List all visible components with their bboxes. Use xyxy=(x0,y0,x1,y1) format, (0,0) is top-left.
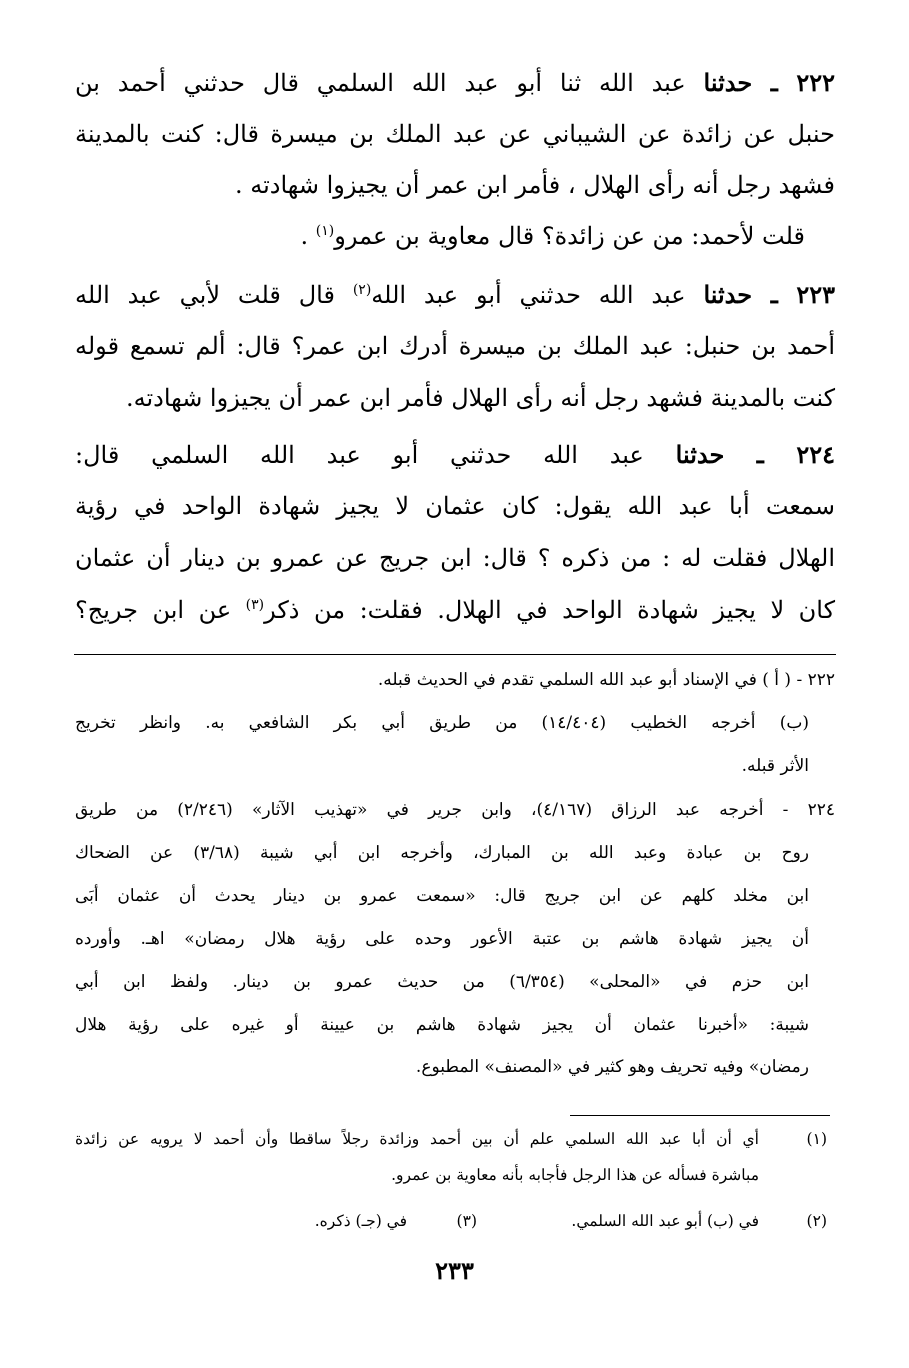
hadith-223-line-2: أحمد بن حنبل: عبد الملك بن ميسرة أدرك ابن عمر؟ قال: ألم تسمع قوله xyxy=(75,332,835,360)
hadith-224-line-3: الهلال فقلت له : من ذكره ؟ قال: ابن جريج عن عمرو بن دينار أن عثمان xyxy=(75,544,835,572)
commentary-222-a: ٢٢٢ - ( أ ) في الإسناد أبو عبد الله السلمي تقدم في الحديث قبله. xyxy=(377,670,835,690)
commentary-224-line-2: روح بن عبادة وعبد الله بن المبارك، وأخرجه ابن أبي شيبة (٣/٦٨) عن الضحاك xyxy=(75,843,809,863)
hadith-223-number: ٢٢٣ ـ حدثنا xyxy=(703,280,835,309)
hadith-223-line-3: كنت بالمدينة فشهد رجل أنه رأى الهلال فأمر ابن عمر أن يجيزوا شهادته. xyxy=(125,384,835,412)
note-1-label: (١) xyxy=(806,1130,827,1148)
hadith-224-line-4 xyxy=(75,596,835,624)
hadith-224-line-2: سمعت أبا عبد الله يقول: كان عثمان لا يجيز شهادة الواحد في رؤية xyxy=(75,492,835,520)
commentary-224-line-3: ابن مخلد كلهم عن ابن جريج قال: «سمعت عمرو بن دينار يحدث أن عثمان أبَى xyxy=(75,886,809,906)
commentary-224-line-1: ٢٢٤ - أخرجه عبد الرزاق (٤/١٦٧)، وابن جرير في «تهذيب الآثار» (٢/٢٤٦) من طريق xyxy=(75,800,835,820)
hadith-223-line-1-text-a: عبد الله حدثني أبو عبد الله xyxy=(371,281,704,309)
hadith-224-line-4-text-b: عن ابن جريج؟ xyxy=(75,596,246,624)
note-3-label: (٣) xyxy=(456,1212,477,1230)
commentary-224-line-6: شيبة: «أخبرنا عثمان أن يجيز شهادة هاشم بن عيينة أو غيره على رؤية هلال xyxy=(75,1015,809,1035)
hadith-224-line-1 xyxy=(75,440,835,469)
commentary-222-b-line-1: (ب) أخرجه الخطيب (١٤/٤٠٤) من طريق أبي بكر الشافعي به. وانظر تخريج xyxy=(75,713,809,733)
footnote-ref-3: (٣) xyxy=(245,597,265,613)
hadith-224-line-4-text-a: كان لا يجيز شهادة الواحد في الهلال. فقلت: من ذكر xyxy=(264,596,835,624)
hadith-222-line-2: حنبل عن زائدة عن الشيباني عن عبد الملك بن ميسرة قال: كنت بالمدينة xyxy=(75,120,835,148)
hadith-223-line-1-text-b: قال قلت لأبي عبد الله xyxy=(75,281,353,309)
note-1-line-2: مباشرة فسأله عن هذا الرجل فأجابه بأنه معاوية بن عمرو. xyxy=(391,1166,759,1184)
hadith-222-number: ٢٢٢ ـ حدثنا xyxy=(703,68,835,97)
notes-separator xyxy=(570,1115,830,1116)
note-1-line-1: أي أن أبا عبد الله السلمي علم أن بين أحمد وزائدة رجلاً ساقطا وأن أحمد لا يرويه عن زائدة xyxy=(75,1130,759,1148)
footnote-ref-1: (١) xyxy=(315,223,335,239)
note-3-text: في (جـ) ذكره. xyxy=(314,1212,407,1230)
hadith-222-question-end: . xyxy=(300,222,316,250)
hadith-223-line-1 xyxy=(75,280,835,309)
hadith-222-line-3: فشهد رجل أنه رأى الهلال ، فأمر ابن عمر أن يجيزوا شهادته . xyxy=(235,171,835,199)
commentary-224-line-4: أن يجيز شهادة هاشم بن عتبة الأعور وحده على رؤية هلال رمضان» اهـ. وأورده xyxy=(75,929,809,949)
commentary-separator xyxy=(74,654,836,655)
page-number: ٢٣٣ xyxy=(435,1256,474,1285)
note-2-label: (٢) xyxy=(806,1212,827,1230)
hadith-222-question xyxy=(45,222,805,250)
footnote-ref-2: (٢) xyxy=(352,282,372,298)
commentary-222-b-line-2: الأثر قبله. xyxy=(741,756,809,776)
hadith-222-line-1 xyxy=(75,68,835,97)
note-2-text: في (ب) أبو عبد الله السلمي. xyxy=(571,1212,759,1230)
commentary-224-line-7: رمضان» وفيه تحريف وهو كثير في «المصنف» المطبوع. xyxy=(415,1057,809,1077)
hadith-222-line-1-text: عبد الله ثنا أبو عبد الله السلمي قال حدثني أحمد بن xyxy=(75,69,704,97)
commentary-224-line-5: ابن حزم في «المحلى» (٦/٣٥٤) من حديث عمرو بن دينار. ولفظ ابن أبي xyxy=(75,972,809,992)
hadith-222-question-text: قلت لأحمد: من عن زائدة؟ قال معاوية بن عمرو xyxy=(334,222,805,250)
hadith-224-number: ٢٢٤ ـ حدثنا xyxy=(675,440,835,469)
hadith-224-line-1-text: عبد الله حدثني أبو عبد الله السلمي قال: xyxy=(75,441,676,469)
